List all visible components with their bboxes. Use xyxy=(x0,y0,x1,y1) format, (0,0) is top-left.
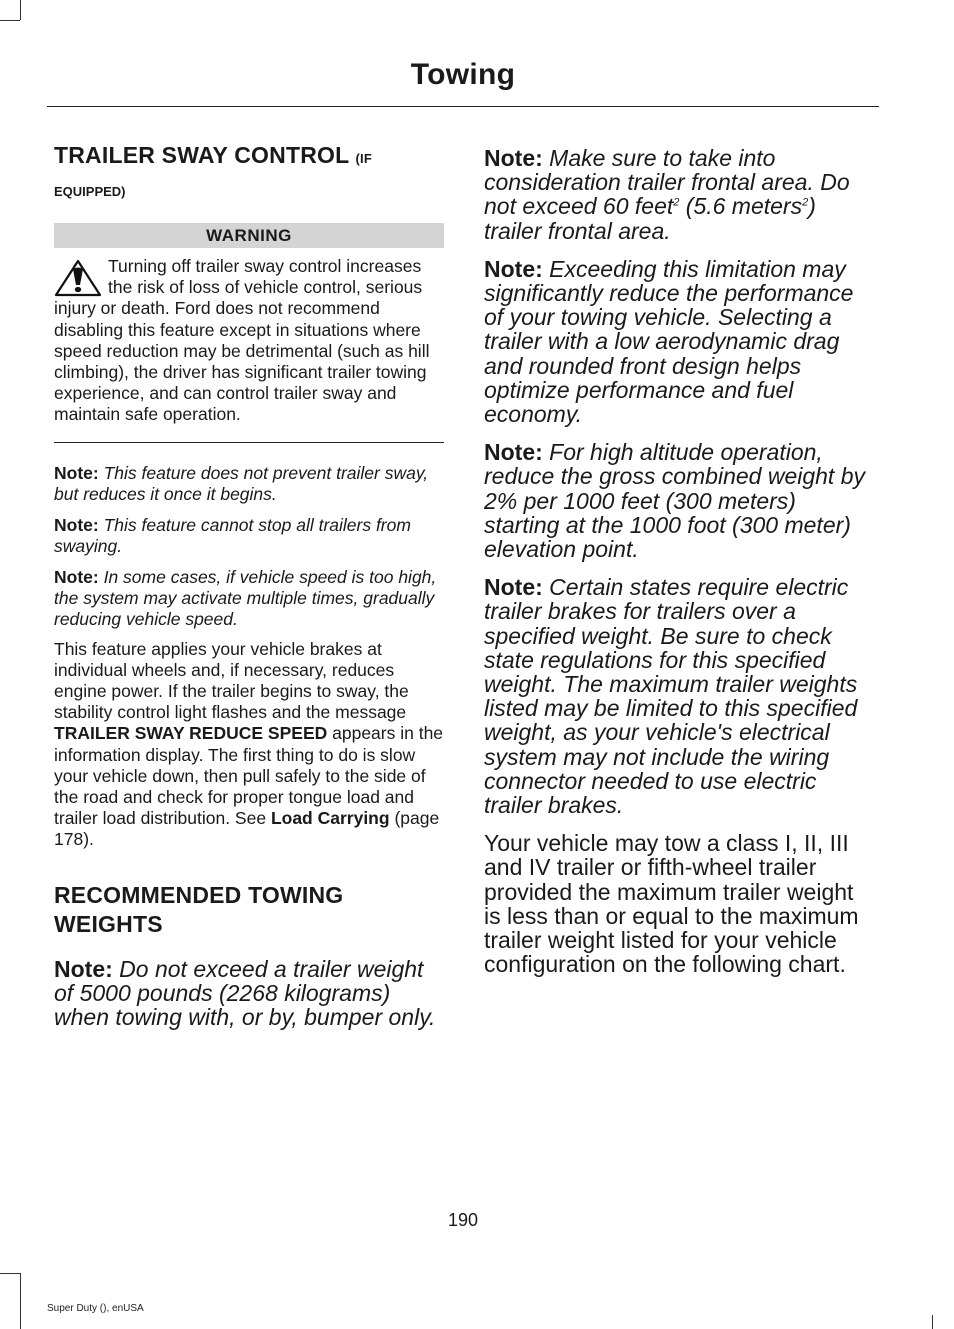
crop-mark xyxy=(932,1315,933,1329)
display-message: TRAILER SWAY REDUCE SPEED xyxy=(54,723,328,744)
page-reference: (page 178). xyxy=(54,808,440,850)
note-text: This feature cannot stop all trailers from swaying. xyxy=(54,514,411,556)
body-paragraph xyxy=(54,639,444,851)
edition-footer: Super Duty (), enUSA xyxy=(47,1303,144,1314)
note-text: Certain states require electric trailer brakes for trailers over a specified weight. Be sure to check state regulations for this specified weight. The maximum trailer weights listed may be limited to this specified weight, as your vehicle's electrical system may not include the wiring connector needed to use electric trailer brakes. xyxy=(484,574,858,819)
note-label: Note: xyxy=(54,955,113,982)
crop-mark xyxy=(0,1273,20,1274)
crop-mark xyxy=(0,20,20,21)
note-label: Note: xyxy=(484,439,543,466)
warning-heading: WARNING xyxy=(54,223,444,248)
section-heading-trailer-sway xyxy=(54,140,444,170)
note-label: Note: xyxy=(484,255,543,282)
note-swaying xyxy=(54,515,444,557)
left-column xyxy=(54,140,444,1029)
note-label: Note: xyxy=(54,566,99,587)
section-title: TRAILER SWAY CONTROL xyxy=(54,142,349,168)
note-limitation xyxy=(484,257,876,426)
title-divider xyxy=(47,106,879,107)
note-label: Note: xyxy=(54,514,99,535)
note-frontal-area xyxy=(484,146,876,243)
note-text: This feature does not prevent trailer sway, but reduces it once it begins. xyxy=(54,462,429,504)
section-title-suffix: (IF xyxy=(355,151,373,166)
body-text: appears in the information display. The first thing to do is slow your vehicle down, then pull safely to the side of the road and check for proper tongue load and trailer load distribution. See xyxy=(54,723,444,829)
body-text: This feature applies your vehicle brakes at individual wheels and, if necessary, reduces engine power. If the trailer begins to sway, the stability control light flashes and the message xyxy=(54,638,409,723)
note-speed xyxy=(54,567,444,630)
crop-mark xyxy=(20,1273,21,1329)
trailer-class-paragraph: Your vehicle may tow a class I, II, III and IV trailer or fifth-wheel trailer provided the maximum trailer weight is less than or equal to the maximum trailer weight listed for your vehicle configuration on the following chart. xyxy=(484,830,859,978)
note-electric-brakes xyxy=(484,575,876,817)
warning-divider xyxy=(54,442,444,443)
note-text: Do not exceed a trailer weight of 5000 pounds (2268 kilograms) when towing with, or by, bumper only. xyxy=(54,955,436,1031)
note-text: Make sure to take into consideration trailer frontal area. Do not exceed 60 feet$^2$ (5.6 meters$^2$) trailer frontal area. xyxy=(484,145,850,244)
note-text: Exceeding this limitation may significantly reduce the performance of your towing vehicle. Selecting a trailer with a low aerodynamic drag and rounded front design helps optimize performance and fuel economy. xyxy=(484,255,854,428)
warning-triangle-icon xyxy=(54,258,102,298)
note-label: Note: xyxy=(54,462,99,483)
note-sway xyxy=(54,463,444,505)
note-bumper-weight xyxy=(54,957,444,1030)
page-title: Towing xyxy=(410,58,516,91)
section-heading-towing-weights: RECOMMENDED TOWING WEIGHTS xyxy=(54,881,344,937)
warning-text: Turning off trailer sway control increases the risk of loss of vehicle control, serious injury or death. Ford does not recommend disabling this feature except in situations where speed reduction may be detrimental (such as hill climbing), the driver has significant trailer towing experience, and can control trailer sway and maintain safe operation. xyxy=(54,256,430,425)
cross-reference-link[interactable]: Load Carrying xyxy=(270,808,390,829)
right-column xyxy=(484,140,876,977)
warning-box xyxy=(54,256,444,426)
note-text: For high altitude operation, reduce the gross combined weight by 2% per 1000 feet (300 meters) starting at the 1000 foot (300 meter) elevation point. xyxy=(484,439,865,563)
note-label: Note: xyxy=(484,145,543,171)
page-number: 190 xyxy=(447,1210,479,1230)
note-text: In some cases, if vehicle speed is too high, the system may activate multiple times, gradually reducing vehicle speed. xyxy=(54,566,437,629)
section-title-suffix-continued: EQUIPPED) xyxy=(54,184,126,199)
note-altitude xyxy=(484,440,876,561)
note-label: Note: xyxy=(484,574,543,601)
crop-mark xyxy=(20,0,21,20)
